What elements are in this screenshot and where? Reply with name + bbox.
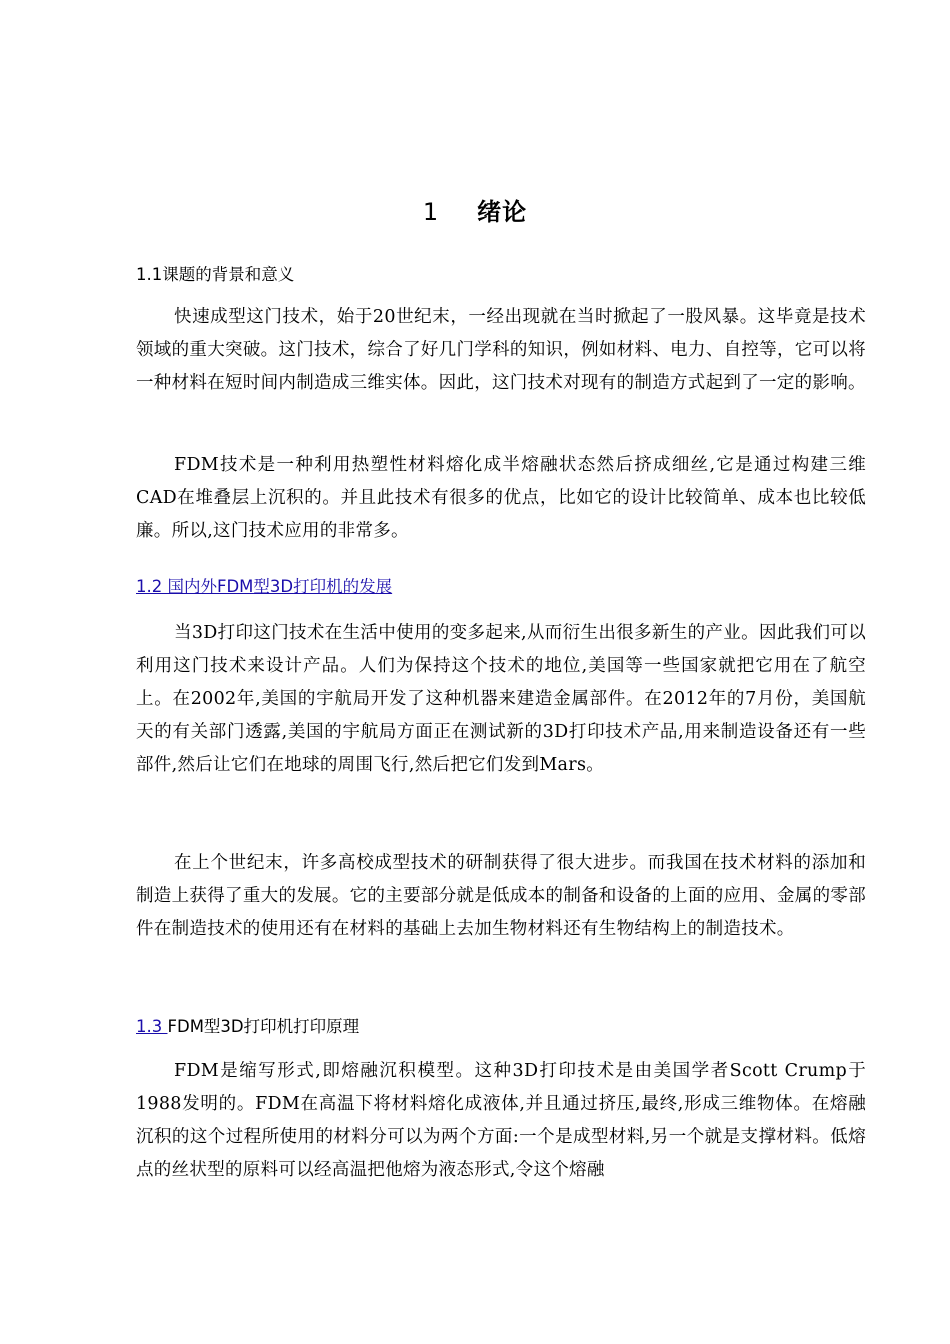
- paragraph: FDM是缩写形式,即熔融沉积模型。这种3D打印技术是由美国学者Scott Crump于1988发明的。FDM在高温下将材料熔化成液体,并且通过挤压,最终,形成三维物体。在熔融沉积的这个过程所使用的材料分可以为两个方面:一个是成型材料,另一个就是支撑材料。低熔点的丝状型的原料可以经高温把他熔为液态形式,令这个熔融: [136, 1061, 866, 1180]
- chapter-number: 1: [422, 198, 440, 226]
- chapter-title-text: 绪论: [477, 198, 528, 226]
- section-number-link[interactable]: 1.3: [136, 1017, 168, 1036]
- paragraph: 在上个世纪末，许多高校成型技术的研制获得了很大进步。而我国在技术材料的添加和制造上获得了重大的发展。它的主要部分就是低成本的制备和设备的上面的应用、金属的零部件在制造技术的使用还有在材料的基础上去加生物材料还有生物结构上的制造技术。: [136, 853, 866, 939]
- section-heading-1-2-link[interactable]: 1.2 国内外FDM型3D打印机的发展: [136, 577, 393, 596]
- chapter-title: [0, 192, 950, 227]
- paragraph: 快速成型这门技术，始于20世纪末，一经出现就在当时掀起了一股风暴。这毕竟是技术领域的重大突破。这门技术，综合了好几门学科的知识，例如材料、电力、自控等，它可以将一种材料在短时间内制造成三维实体。因此，这门技术对现有的制造方式起到了一定的影响。: [136, 307, 866, 393]
- paragraph: FDM技术是一种利用热塑性材料熔化成半熔融状态然后挤成细丝,它是通过构建三维CAD在堆叠层上沉积的。并且此技术有很多的优点，比如它的设计比较简单、成本也比较低廉。所以,这门技术应用的非常多。: [136, 455, 866, 541]
- section-heading-1-1: 1.1课题的背景和意义: [136, 265, 295, 284]
- section-heading-text: FDM型3D打印机打印原理: [167, 1017, 360, 1036]
- paragraph: 当3D打印这门技术在生活中使用的变多起来,从而衍生出很多新生的产业。因此我们可以利用这门技术来设计产品。人们为保持这个技术的地位,美国等一些国家就把它用在了航空上。在2002年,美国的宇航局开发了这种机器来建造金属部件。在2012年的7月份，美国航天的有关部门透露,美国的宇航局方面正在测试新的3D打印技术产品,用来制造设备还有一些部件,然后让它们在地球的周围飞行,然后把它们发到Mars。: [136, 623, 866, 775]
- section-heading-1-3: [136, 1013, 359, 1037]
